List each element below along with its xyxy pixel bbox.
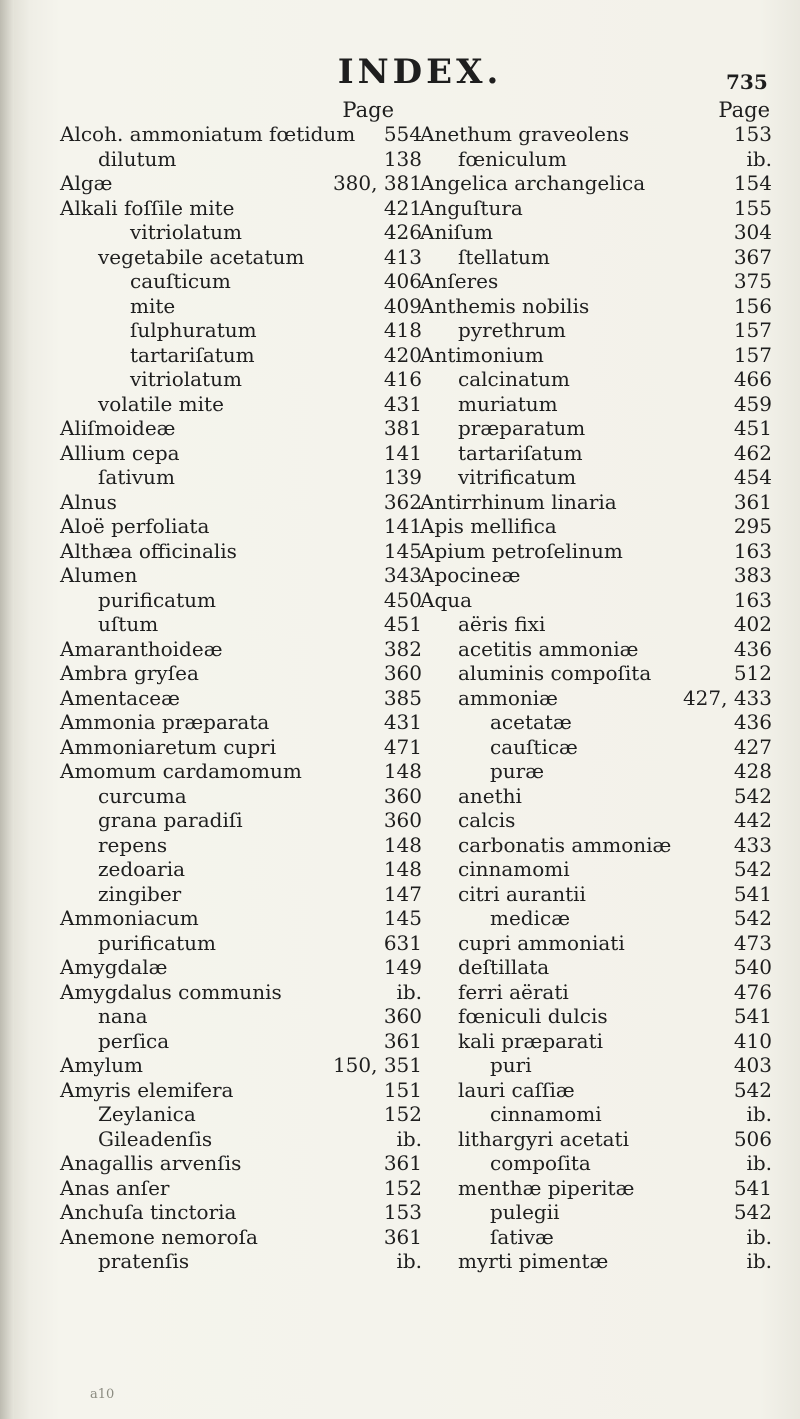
entry-term: ſulphuratum xyxy=(130,318,257,342)
index-entry xyxy=(420,784,775,809)
index-entry xyxy=(60,196,430,221)
entry-term: ſativum xyxy=(98,465,175,489)
index-entry xyxy=(420,857,775,882)
entry-page: 382 xyxy=(383,636,422,661)
entry-term: ſativæ xyxy=(490,1224,554,1249)
entry-page: 451 xyxy=(383,612,422,636)
entry-page: 148 xyxy=(383,759,422,783)
index-entry xyxy=(420,1151,775,1176)
entry-page: 473 xyxy=(733,930,772,955)
entry-term: Anagallis arvenſis xyxy=(60,1151,242,1175)
entry-term: muriatum xyxy=(458,391,558,416)
entry-page: 431 xyxy=(383,391,422,416)
entry-page: 426 xyxy=(383,220,422,244)
index-entry xyxy=(60,857,430,882)
page-gutter-shadow xyxy=(0,0,14,1419)
index-entry xyxy=(420,392,775,417)
entry-page: 304 xyxy=(733,220,772,244)
entry-page: 383 xyxy=(733,563,772,587)
entry-term: acetatæ xyxy=(490,710,572,734)
entry-page: 413 xyxy=(383,244,422,269)
index-entry xyxy=(60,1078,430,1103)
entry-term: Apocineæ xyxy=(420,563,521,587)
entry-page: 421 xyxy=(383,195,422,220)
entry-term: grana paradiſi xyxy=(98,808,243,832)
entry-term: lauri caſſiæ xyxy=(458,1077,575,1102)
entry-page: 454 xyxy=(733,465,772,489)
entry-page: 375 xyxy=(733,269,772,293)
entry-page: 409 xyxy=(383,293,422,318)
entry-term: Alumen xyxy=(60,563,138,587)
entry-term: myrti pimentæ xyxy=(458,1249,609,1273)
entry-term: Allium cepa xyxy=(60,440,180,465)
entry-term: Anſeres xyxy=(420,269,499,293)
entry-term: Amomum cardamomum xyxy=(60,759,302,783)
entry-term: Ammonia præparata xyxy=(60,710,270,734)
index-entry xyxy=(60,686,430,711)
entry-term: nana xyxy=(98,1004,148,1028)
page-title: INDEX. xyxy=(337,52,503,92)
index-entry xyxy=(420,490,775,515)
entry-term: Aloë perfoliata xyxy=(60,514,210,538)
entry-term: cauſticum xyxy=(130,269,231,293)
entry-term: puri xyxy=(490,1053,532,1077)
entry-page: ib. xyxy=(746,1249,772,1273)
entry-term: tartariſatum xyxy=(458,440,583,465)
entry-page: 360 xyxy=(383,783,422,808)
index-entry xyxy=(420,1200,775,1225)
entry-term: Angelica archangelica xyxy=(420,171,646,195)
entry-term: perſica xyxy=(98,1028,170,1053)
entry-page: 155 xyxy=(733,195,772,220)
index-entry xyxy=(420,1225,775,1250)
index-entry xyxy=(60,906,430,931)
entry-page: 360 xyxy=(383,661,422,685)
entry-page: 512 xyxy=(733,661,772,685)
entry-page: 406 xyxy=(383,269,422,293)
index-entry xyxy=(60,1176,430,1201)
entry-page: 139 xyxy=(383,465,422,489)
entry-term: cinnamomi xyxy=(490,1102,602,1126)
index-entry xyxy=(420,612,775,637)
index-entry xyxy=(420,980,775,1005)
entry-term: purificatum xyxy=(98,930,216,955)
index-entry xyxy=(420,539,775,564)
index-entry xyxy=(420,122,775,147)
index-entry xyxy=(60,269,430,294)
entry-term: Anethum graveolens xyxy=(420,122,630,146)
entry-page: 153 xyxy=(383,1200,422,1224)
index-entry xyxy=(420,686,775,711)
entry-page: 427 xyxy=(733,734,772,759)
entry-page: 402 xyxy=(733,612,772,636)
entry-term: Antirrhinum linaria xyxy=(420,489,617,514)
entry-page: 361 xyxy=(383,1028,422,1053)
entry-page: 148 xyxy=(383,832,422,857)
index-entry xyxy=(60,612,430,637)
entry-page: 631 xyxy=(383,930,422,955)
entry-page: ib. xyxy=(396,979,422,1004)
entry-page: 476 xyxy=(733,979,772,1004)
entry-term: deſtillata xyxy=(458,955,550,979)
entry-term: lithargyri acetati xyxy=(458,1126,629,1151)
index-entry xyxy=(60,710,430,735)
index-entry xyxy=(60,1004,430,1029)
index-entry xyxy=(420,661,775,686)
entry-term: cinnamomi xyxy=(458,857,570,881)
entry-page: 163 xyxy=(733,587,772,612)
entry-page: 554 xyxy=(383,122,422,146)
entry-term: aluminis compoſita xyxy=(458,661,652,685)
index-entry xyxy=(420,1176,775,1201)
entry-term: zingiber xyxy=(98,881,182,906)
index-column-left xyxy=(60,98,430,1274)
index-entry xyxy=(420,171,775,196)
index-entry xyxy=(420,196,775,221)
entry-term: præparatum xyxy=(458,416,586,440)
entry-page: 418 xyxy=(383,318,422,342)
index-entry xyxy=(60,637,430,662)
entry-term: Amentaceæ xyxy=(60,685,180,710)
entry-term: cupri ammoniati xyxy=(458,930,625,955)
entry-page: 381 xyxy=(383,416,422,440)
entry-term: carbonatis ammoniæ xyxy=(458,832,672,857)
index-entry xyxy=(60,514,430,539)
index-entry xyxy=(60,1053,430,1078)
entry-page: 416 xyxy=(383,367,422,391)
entry-term: acetitis ammoniæ xyxy=(458,636,639,661)
entry-page: 152 xyxy=(383,1102,422,1126)
entry-term: Apis mellifica xyxy=(420,514,557,538)
index-entry xyxy=(60,318,430,343)
entry-page: 361 xyxy=(383,1224,422,1249)
entry-term: Apium petroſelinum xyxy=(420,538,623,563)
entry-term: cauſticæ xyxy=(490,734,578,759)
index-entry xyxy=(420,588,775,613)
entry-term: Zeylanica xyxy=(98,1102,196,1126)
entry-page: 450 xyxy=(383,587,422,612)
entry-page: 362 xyxy=(383,489,422,514)
entry-term: Aliſmoideæ xyxy=(60,416,176,440)
index-entry xyxy=(420,808,775,833)
entry-term: fœniculi dulcis xyxy=(458,1004,608,1028)
entry-page: ib. xyxy=(746,1151,772,1175)
entry-page: 163 xyxy=(733,538,772,563)
index-entry xyxy=(60,784,430,809)
page-number: 735 xyxy=(726,70,768,94)
entry-term: zedoaria xyxy=(98,857,186,881)
entry-page: 542 xyxy=(733,1077,772,1102)
index-entry xyxy=(420,906,775,931)
entry-term: compoſita xyxy=(490,1151,591,1175)
index-entry xyxy=(60,882,430,907)
entry-page: 542 xyxy=(733,906,772,930)
entry-term: repens xyxy=(98,832,168,857)
entry-term: uſtum xyxy=(98,612,159,636)
index-entry xyxy=(60,955,430,980)
entry-term: vegetabile acetatum xyxy=(98,244,305,269)
entry-term: calcis xyxy=(458,808,516,832)
index-entry xyxy=(420,245,775,270)
entry-term: aëris fixi xyxy=(458,612,546,636)
entry-term: calcinatum xyxy=(458,367,570,391)
index-entry xyxy=(60,490,430,515)
entry-term: ſtellatum xyxy=(458,244,550,269)
entry-page: 431 xyxy=(383,710,422,734)
entry-page: 343 xyxy=(383,563,422,587)
index-entry xyxy=(420,882,775,907)
index-entry xyxy=(420,1029,775,1054)
entry-page: 462 xyxy=(733,440,772,465)
entry-term: kali præparati xyxy=(458,1028,603,1053)
entry-page: ib. xyxy=(746,1224,772,1249)
entry-term: pulegii xyxy=(490,1200,560,1224)
signature-mark: a10 xyxy=(90,1387,115,1402)
entry-term: vitrificatum xyxy=(458,465,577,489)
index-entry xyxy=(420,220,775,245)
index-entry xyxy=(60,661,430,686)
index-entry xyxy=(60,1151,430,1176)
entry-term: menthæ piperitæ xyxy=(458,1175,635,1200)
index-entry xyxy=(420,1249,775,1274)
entry-term: purificatum xyxy=(98,587,216,612)
index-column-right xyxy=(420,98,775,1274)
index-entry xyxy=(60,1249,430,1274)
entry-page: 361 xyxy=(383,1151,422,1175)
entry-term: Ambra gryſea xyxy=(60,661,199,685)
entry-page: 157 xyxy=(733,342,772,367)
entry-term: Ammoniaretum cupri xyxy=(60,734,277,759)
index-entry xyxy=(420,514,775,539)
index-entry xyxy=(60,367,430,392)
index-entry xyxy=(420,955,775,980)
index-entry xyxy=(420,343,775,368)
entry-page: 153 xyxy=(733,122,772,146)
entry-page: ib. xyxy=(746,1102,772,1126)
entry-term: vitriolatum xyxy=(130,220,242,244)
entry-term: puræ xyxy=(490,759,545,783)
entry-page: 148 xyxy=(383,857,422,881)
index-entry xyxy=(60,563,430,588)
column-heading: Page xyxy=(342,98,394,122)
entry-term: dilutum xyxy=(98,146,177,171)
index-entry xyxy=(60,808,430,833)
entry-term: Alnus xyxy=(60,489,117,514)
index-entry xyxy=(420,710,775,735)
index-entry xyxy=(60,416,430,441)
index-entry xyxy=(60,1102,430,1127)
index-entry xyxy=(420,269,775,294)
entry-term: Anas anſer xyxy=(60,1175,170,1200)
entry-page: 542 xyxy=(733,783,772,808)
entry-page: 147 xyxy=(383,881,422,906)
index-entry xyxy=(420,1004,775,1029)
index-entry xyxy=(60,147,430,172)
entry-page: 151 xyxy=(383,1077,422,1102)
entry-term: Anguſtura xyxy=(420,195,523,220)
index-entry xyxy=(60,735,430,760)
index-entry xyxy=(60,171,430,196)
index-entry xyxy=(60,833,430,858)
entry-page: 428 xyxy=(733,759,772,783)
entry-page: 442 xyxy=(733,808,772,832)
index-entry xyxy=(60,1200,430,1225)
entry-term: ferri aërati xyxy=(458,979,569,1004)
entry-term: Amygdalæ xyxy=(60,955,168,979)
entry-page: 541 xyxy=(733,881,772,906)
entry-page: 542 xyxy=(733,1200,772,1224)
entry-term: fœniculum xyxy=(458,146,567,171)
entry-page: 459 xyxy=(733,391,772,416)
entry-list xyxy=(60,122,430,1274)
entry-page: 451 xyxy=(733,416,772,440)
entry-term: volatile mite xyxy=(98,391,224,416)
entry-page: 156 xyxy=(733,293,772,318)
entry-page: 420 xyxy=(383,342,422,367)
entry-page: 141 xyxy=(383,440,422,465)
entry-term: Gileadenſis xyxy=(98,1126,213,1151)
index-entry xyxy=(60,1029,430,1054)
index-entry xyxy=(60,980,430,1005)
entry-page: 380, 381 xyxy=(332,171,422,195)
entry-page: 360 xyxy=(383,1004,422,1028)
entry-page: 154 xyxy=(733,171,772,195)
index-entry xyxy=(60,441,430,466)
index-entry xyxy=(60,465,430,490)
entry-term: pyrethrum xyxy=(458,318,566,342)
entry-page: 385 xyxy=(383,685,422,710)
entry-page: 436 xyxy=(733,710,772,734)
index-entry xyxy=(420,563,775,588)
entry-term: Aniſum xyxy=(420,220,493,244)
entry-page: 141 xyxy=(383,514,422,538)
column-heading: Page xyxy=(718,98,770,122)
index-entry xyxy=(60,759,430,784)
index-entry xyxy=(420,318,775,343)
entry-page: 436 xyxy=(733,636,772,661)
entry-page: 540 xyxy=(733,955,772,979)
entry-term: tartariſatum xyxy=(130,342,255,367)
entry-term: vitriolatum xyxy=(130,367,242,391)
entry-term: Ammoniacum xyxy=(60,906,199,930)
index-entry xyxy=(60,1225,430,1250)
entry-page: 471 xyxy=(383,734,422,759)
entry-page: 149 xyxy=(383,955,422,979)
index-entry xyxy=(420,637,775,662)
index-entry xyxy=(420,147,775,172)
index-entry xyxy=(60,1127,430,1152)
index-entry xyxy=(420,1102,775,1127)
index-entry xyxy=(420,441,775,466)
index-entry xyxy=(60,931,430,956)
entry-page: 541 xyxy=(733,1004,772,1028)
index-entry xyxy=(420,1078,775,1103)
entry-term: medicæ xyxy=(490,906,570,930)
entry-term: Alcoh. ammoniatum fœtidum xyxy=(60,122,356,146)
index-entry xyxy=(420,931,775,956)
entry-page: 145 xyxy=(383,906,422,930)
index-entry xyxy=(60,294,430,319)
entry-page: ib. xyxy=(396,1249,422,1273)
entry-term: Algæ xyxy=(60,171,113,195)
index-entry xyxy=(420,416,775,441)
entry-term: Anchuſa tinctoria xyxy=(60,1200,237,1224)
entry-term: pratenſis xyxy=(98,1249,190,1273)
index-entry xyxy=(60,392,430,417)
entry-list xyxy=(420,122,775,1274)
entry-term: citri aurantii xyxy=(458,881,586,906)
entry-page: 542 xyxy=(733,857,772,881)
index-entry xyxy=(60,343,430,368)
entry-page: 367 xyxy=(733,244,772,269)
index-entry xyxy=(60,122,430,147)
entry-page: 361 xyxy=(733,489,772,514)
index-entry xyxy=(60,245,430,270)
index-entry xyxy=(420,735,775,760)
entry-term: Anthemis nobilis xyxy=(420,293,590,318)
index-entry xyxy=(60,539,430,564)
entry-term: Amyris elemifera xyxy=(60,1077,234,1102)
entry-page: 433 xyxy=(733,832,772,857)
entry-term: Amylum xyxy=(60,1053,143,1077)
entry-term: Aqua xyxy=(420,587,473,612)
entry-page: 403 xyxy=(733,1053,772,1077)
entry-page: 541 xyxy=(733,1175,772,1200)
entry-page: 427, 433 xyxy=(682,685,772,710)
entry-page: 145 xyxy=(383,538,422,563)
entry-term: Anemone nemoroſa xyxy=(60,1224,258,1249)
index-entry xyxy=(420,294,775,319)
index-entry xyxy=(60,588,430,613)
entry-term: mite xyxy=(130,293,176,318)
entry-page: 152 xyxy=(383,1175,422,1200)
index-entry xyxy=(420,1053,775,1078)
entry-page: 360 xyxy=(383,808,422,832)
index-entry xyxy=(420,465,775,490)
entry-term: Antimonium xyxy=(420,342,544,367)
entry-page: 295 xyxy=(733,514,772,538)
entry-page: 157 xyxy=(733,318,772,342)
entry-term: ammoniæ xyxy=(458,685,558,710)
entry-page: 506 xyxy=(733,1126,772,1151)
entry-term: Althæa officinalis xyxy=(60,538,237,563)
entry-term: anethi xyxy=(458,783,522,808)
index-entry xyxy=(420,1127,775,1152)
entry-page: 138 xyxy=(383,146,422,171)
index-entry xyxy=(420,759,775,784)
entry-page: ib. xyxy=(746,146,772,171)
entry-page: 410 xyxy=(733,1028,772,1053)
entry-page: 466 xyxy=(733,367,772,391)
index-entry xyxy=(420,367,775,392)
entry-term: Amaranthoideæ xyxy=(60,636,223,661)
index-entry xyxy=(420,833,775,858)
entry-page: ib. xyxy=(396,1126,422,1151)
index-entry xyxy=(60,220,430,245)
entry-term: Alkali foſſile mite xyxy=(60,195,235,220)
entry-term: curcuma xyxy=(98,783,187,808)
entry-page: 150, 351 xyxy=(332,1053,422,1077)
entry-term: Amygdalus communis xyxy=(60,979,282,1004)
